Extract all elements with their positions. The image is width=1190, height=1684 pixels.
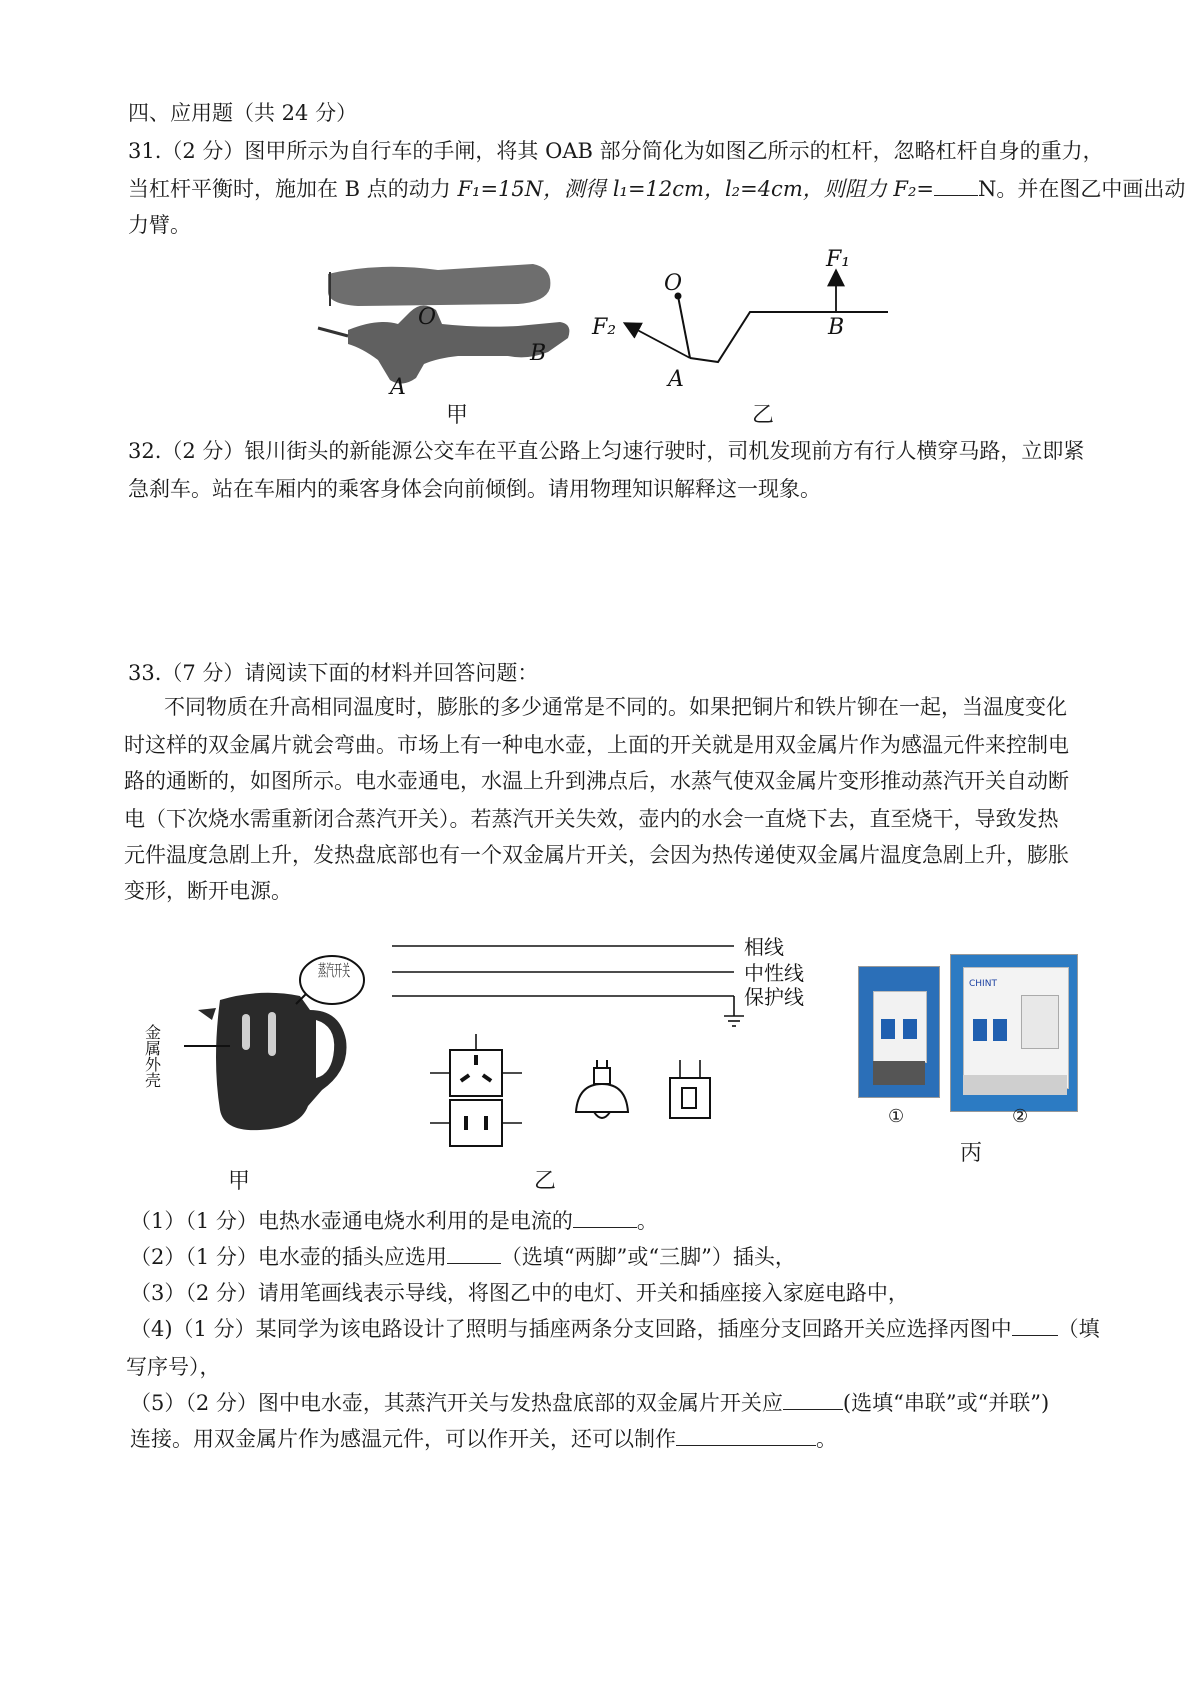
q31-answer-blank[interactable] <box>934 195 978 196</box>
q33-sub5-text: （5）（2 分）图中电水壶，其蒸汽开关与发热盘底部的双金属片开关应 <box>130 1391 783 1415</box>
q31-line1: 31.（2 分）图甲所示为自行车的手闸，将其 OAB 部分简化为如图乙所示的杠杆，忽略杠杆自身的重力， <box>128 139 1104 163</box>
q33-para-line: 元件温度急剧上升，发热盘底部也有一个双金属片开关，会因为热传递使双金属片温度急剧上升，膨胀 <box>124 843 1069 867</box>
jia-label-A: A <box>390 375 406 400</box>
q33-para-line: 变形，断开电源。 <box>124 879 292 903</box>
jia-caption: 甲 <box>446 403 469 428</box>
yi-label-B: B <box>828 315 845 340</box>
q32-line1: 32.（2 分）银川街头的新能源公交车在平直公路上匀速行驶时，司机发现前方有行人横穿马路，立即紧 <box>128 439 1085 463</box>
brake-lever-figure <box>318 252 588 402</box>
section-title: 四、应用题（共 24 分） <box>128 101 358 125</box>
q31-line2-a: 当杠杆平衡时，施加在 B 点的动力 <box>128 177 458 201</box>
q33-sub2 <box>130 1242 796 1272</box>
q31-line2-b: N。并在图乙中画出动 <box>978 177 1186 201</box>
yi-label-A: A <box>668 367 684 392</box>
household-circuit-figure <box>388 934 828 1154</box>
q33-sub5 <box>130 1388 1049 1418</box>
q33-sub5-blank2[interactable] <box>676 1445 816 1446</box>
jia-label-B: B <box>530 341 547 366</box>
q33-para-line: 电（下次烧水需重新闭合蒸汽开关）。若蒸汽开关失效，壶内的水会一直烧下去，直至烧干，导致发热 <box>124 807 1059 831</box>
q33-sub1-end: 。 <box>636 1209 658 1233</box>
yi-caption: 乙 <box>752 403 775 428</box>
q33-sub4-text: （4)（1 分）某同学为该电路设计了照明与插座两条分支回路，插座分支回路开关应选择丙图中 <box>130 1317 1012 1341</box>
jia-label-O: O <box>418 305 437 330</box>
kettle-figure <box>142 950 380 1150</box>
yi-label-F1: F₁ <box>826 247 851 272</box>
q31-line2 <box>128 174 1185 204</box>
q33-sub5-text-c: 连接。用双金属片作为感温元件，可以作开关，还可以制作 <box>130 1427 676 1451</box>
q33-sub1-blank[interactable] <box>573 1227 637 1228</box>
q33-sub2-blank[interactable] <box>447 1263 501 1264</box>
q31-l2: l₂=4cm，则阻力 <box>724 177 894 201</box>
circuit-caption: 乙 <box>534 1169 557 1194</box>
q33-sub2-end: （选填“两脚”或“三脚”）插头， <box>500 1245 796 1269</box>
q33-sub2-text: （2）（1 分）电水壶的插头应选用 <box>130 1245 447 1269</box>
breaker-photo-1 <box>858 966 940 1098</box>
q33-sub1-text: （1）（1 分）电热水壶通电烧水利用的是电流的 <box>130 1209 573 1233</box>
wall-switch-icon <box>670 1060 710 1118</box>
kettle-callout-steam: 蒸汽开关 <box>318 961 350 980</box>
lever-diagram <box>590 238 900 398</box>
q33-sub1 <box>130 1206 658 1236</box>
breakers-caption: 丙 <box>960 1141 983 1166</box>
q31-line3: 力臂。 <box>128 213 191 237</box>
wire-neutral-label: 中性线 <box>744 961 804 985</box>
q33-sub5-blank[interactable] <box>783 1409 843 1410</box>
breaker-photo-2 <box>950 954 1078 1112</box>
kettle-caption: 甲 <box>228 1169 251 1194</box>
q33-title: 33.（7 分）请阅读下面的材料并回答问题： <box>128 661 539 685</box>
wire-live-label: 相线 <box>744 935 784 959</box>
q33-para-line: 时这样的双金属片就会弯曲。市场上有一种电水壶，上面的开关就是用双金属片作为感温元件来控制电 <box>124 733 1069 757</box>
q33-para-line: 路的通断的，如图所示。电水壶通电，水温上升到沸点后，水蒸气使双金属片变形推动蒸汽开关自动断 <box>124 769 1069 793</box>
q33-sub4 <box>130 1314 1100 1344</box>
lamp-icon <box>576 1060 628 1118</box>
q33-sub5-end: 。 <box>816 1427 837 1451</box>
q31-f1: F₁=15N，测得 <box>457 177 613 201</box>
q33-para-line: 不同物质在升高相同温度时，膨胀的多少通常是不同的。如果把铜片和铁片铆在一起，当温度变化 <box>164 695 1067 719</box>
q31-f2: F₂= <box>893 177 935 201</box>
breaker-brand-label: CHINT <box>969 979 997 989</box>
yi-label-O: O <box>664 271 683 296</box>
breaker-number-2: ② <box>1012 1106 1029 1127</box>
q33-sub4-blank[interactable] <box>1012 1335 1058 1336</box>
q33-sub4-cont: 写序号）， <box>126 1355 221 1379</box>
q33-sub5-text-b: (选填“串联”或“并联”) <box>842 1391 1050 1415</box>
q31-l1: l₁=12cm， <box>612 177 725 201</box>
q32-line2: 急刹车。站在车厢内的乘客身体会向前倾倒。请用物理知识解释这一现象。 <box>128 477 821 501</box>
wire-ground-label: 保护线 <box>744 985 804 1009</box>
breaker-number-1: ① <box>888 1106 905 1127</box>
two-pin-socket-icon <box>450 1100 502 1146</box>
yi-label-F2: F₂ <box>592 315 617 340</box>
q33-sub5-cont <box>130 1424 837 1454</box>
kettle-callout-shell: 金属外壳 <box>142 1024 162 1088</box>
q33-sub3: （3）（2 分）请用笔画线表示导线，将图乙中的电灯、开关和插座接入家庭电路中， <box>130 1281 909 1305</box>
q33-sub4-text-b: （填 <box>1057 1317 1100 1341</box>
